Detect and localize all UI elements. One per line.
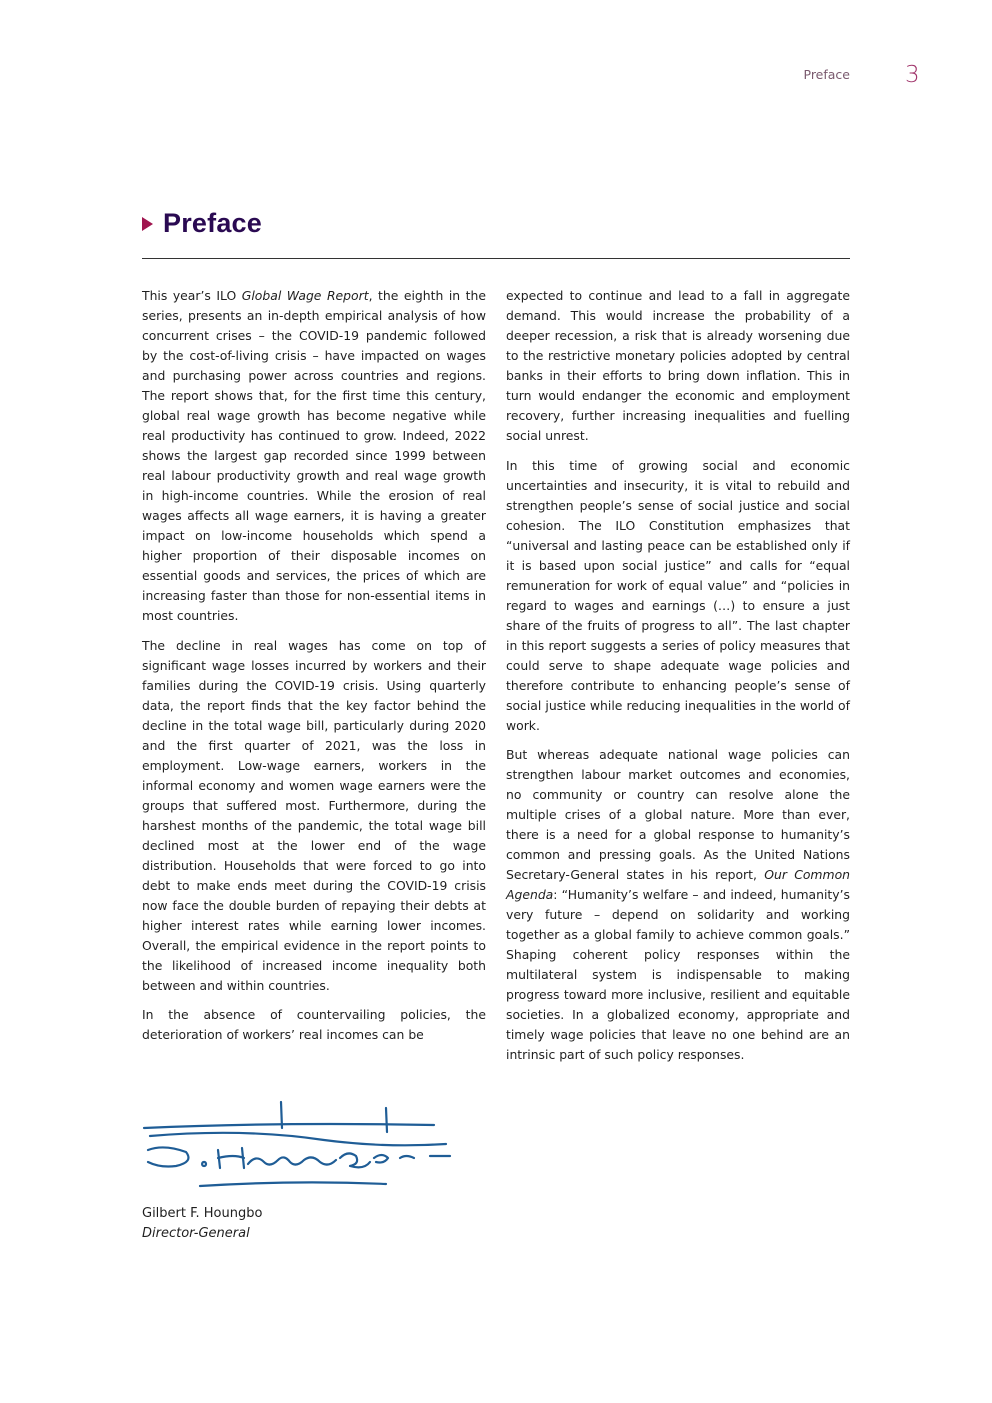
report-title: Our Common Agenda [506, 867, 850, 902]
paragraph: In this time of growing social and economic uncertainties and insecurity, it is vital to rebuild and strengthen people’s sense of social justice and social cohesion. The ILO Constitution emphasizes that “universal and lasting peace can be established only if it is based upon social justice” and calls for “equal remuneration for work of equal value” and “policies in regard to wages and earnings (…) to ensure a just share of the fruits of progress to all”. The last chapter in this report suggests a series of policy measures that could serve to shape adequate wage policies and therefore contribute to enhancing people’s sense of social justice while reducing inequalities in the world of work. [506, 457, 850, 733]
page-title: Preface [163, 208, 262, 238]
paragraph: But whereas adequate national wage policies can strengthen labour market outcomes and economies, no community or country can resolve alone the multiple crises of a global nature. More than ever, there is a need for a global response to humanity’s common and pressing goals. As the United Nations Secretary-General states in his report, Our Common Agenda: “Humanity’s welfare – and indeed, humanity’s very future – depend on solidarity and working together as a global family to achieve common goals.” Shaping coherent policy responses within the multilateral system is indispensable to making progress toward more inclusive, resilient and equitable societies. In a globalized economy, appropriate and timely wage policies that leave no one behind are an intrinsic part of such policy responses. [506, 747, 850, 1062]
paragraph: In the absence of countervailing policies, the deterioration of workers’ real incomes can be [142, 1007, 486, 1042]
signer-title: Director-General [142, 1226, 250, 1241]
paragraph: This year’s ILO Global Wage Report, the eighth in the series, presents an in-depth empirical analysis of how concurrent crises – the COVID-19 pandemic followed by the cost-of-living crisis – have impacted on wages and purchasing power across countries and regions. The report shows that, for the first time this century, global real wage growth has become negative while real productivity has continued to grow. Indeed, 2022 shows the largest gap recorded since 1999 between real labour productivity growth and real wage growth in high-income countries. While the erosion of real wages affects all wage earners, it is having a greater impact on low-income households which spend a higher proportion of their disposable incomes on essential goods and services, the prices of which are increasing faster than those for non-essential items in most countries. [142, 288, 486, 623]
title-divider [142, 258, 850, 259]
paragraph: The decline in real wages has come on top of significant wage losses incurred by workers and their families during the COVID-19 crisis. Using quarterly data, the report finds that the key factor behind the decline in the total wage bill, particularly during 2020 and the first quarter of 2021, was the loss in employment. Low-wage earners, workers in the informal economy and women wage earners were the groups that suffered most. Furthermore, during the harshest months of the pandemic, the total wage bill declined most at the lower end of the wage distribution. Households that were forced to go into debt to make ends meet during the COVID-19 crisis now face the double burden of repaying their debts at higher interest rates while earning lower incomes. Overall, the empirical evidence in the report points to the likelihood of increased income inequality both between and within countries. [142, 637, 486, 993]
signer-name: Gilbert F. Houngbo [142, 1206, 263, 1221]
section-heading [142, 208, 262, 239]
left-column [142, 286, 486, 1055]
page-number: 3 [905, 62, 920, 88]
signature-image [124, 1092, 486, 1198]
report-title: Global Wage Report [241, 288, 369, 303]
running-head-title: Preface [803, 67, 850, 82]
right-column [506, 286, 850, 1075]
paragraph: expected to continue and lead to a fall in aggregate demand. This would increase the probability of a deeper recession, a risk that is already worsening due to the restrictive monetary policies adopted by central banks in their efforts to bring down inflation. This in turn would endanger the economic and employment recovery, further increasing inequalities and fuelling social unrest. [506, 288, 850, 443]
triangle-bullet-icon [142, 217, 153, 231]
